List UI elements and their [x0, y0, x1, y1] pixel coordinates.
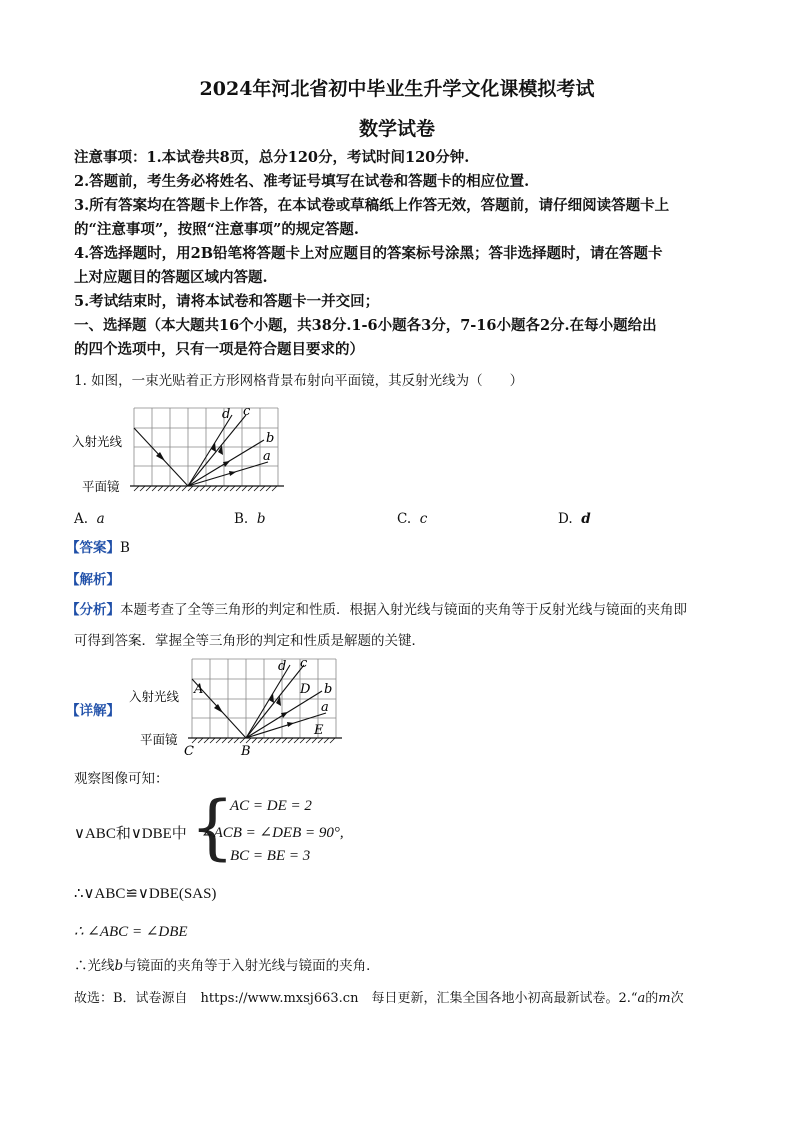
notice-block	[74, 146, 669, 362]
figure-2-point-c: C	[184, 744, 194, 759]
option-d[interactable]: D. d	[558, 511, 591, 527]
section-heading-2: 的四个选项中，只有一项是符合题目要求的）	[74, 341, 364, 358]
figure-1-incident-label: 入射光线	[72, 434, 123, 449]
figure-2-label-b: b	[324, 682, 333, 697]
figure-2-point-d: D	[300, 682, 311, 697]
figure-1-label-b: b	[266, 431, 275, 446]
analysis-tag: 【解析】	[66, 572, 120, 588]
figure-2-label-c: c	[300, 656, 308, 671]
figure-2-point-a: A	[194, 682, 204, 697]
figure-1-mirror-label: 平面镜	[82, 479, 120, 494]
figure-2-label-d: d	[278, 659, 287, 674]
conclusion-congruent: ∴∨ABC≌∨DBE(SAS)	[74, 886, 217, 902]
figure-1-mirror-hatch	[134, 486, 277, 491]
notice-line-4: 的“注意事项”，按照“注意事项”的规定答题.	[74, 221, 359, 238]
fenxi-line-2: 可得到答案．掌握全等三角形的判定和性质是解题的关键．	[74, 633, 425, 649]
figure-2-ray-d	[246, 665, 290, 738]
question-1-stem: 1. 如图，一束光贴着正方形网格背景布射向平面镜，其反射光线为（ ）	[74, 373, 524, 389]
figure-1-mirror-diagram	[70, 400, 300, 500]
equation-3: BC = BE = 3	[230, 848, 311, 864]
conclusion-ray-b: ∴光线b与镜面的夹角等于入射光线与镜面的夹角．	[74, 958, 380, 974]
figure-2-rays	[192, 665, 326, 738]
system-brace: {	[190, 786, 235, 868]
answer-line: 【答案】B	[66, 540, 130, 556]
notice-line-1: 注意事项：1.本试卷共8页，总分120分，考试时间120分钟.	[74, 149, 470, 166]
figure-2-ray-c	[246, 665, 304, 738]
figure-1-label-c: c	[243, 404, 251, 419]
figure-2-label-a: a	[321, 700, 329, 715]
figure-1-ray-c	[188, 415, 246, 486]
paper-title: 2024年河北省初中毕业生升学文化课模拟考试	[199, 78, 595, 100]
in-triangles-label: ∨ABC和∨DBE中	[74, 826, 187, 842]
detail-tag: 【详解】	[66, 703, 120, 719]
notice-line-2: 2.答题前，考生务必将姓名、准考证号填写在试卷和答题卡的相应位置.	[74, 173, 530, 190]
equation-1: AC = DE = 2	[230, 798, 312, 814]
option-b[interactable]: B. b	[234, 511, 266, 527]
observe-line: 观察图像可知：	[74, 771, 169, 787]
figure-1-grid	[134, 408, 278, 486]
notice-line-3: 3.所有答案均在答题卡上作答，在本试卷或草稿纸上作答无效，答题前，请仔细阅读答题卡上	[74, 197, 670, 214]
figure-2-point-b: B	[241, 744, 251, 759]
notice-line-6: 上对应题目的答题区域内答题.	[74, 269, 268, 286]
figure-2-mirror-diagram	[128, 655, 358, 761]
option-c[interactable]: C. c	[397, 511, 428, 527]
equation-2: ∠ACB = ∠DEB = 90°,	[201, 825, 344, 841]
paper-subtitle: 数学试卷	[358, 118, 435, 140]
notice-line-5: 4.答选择题时，用2B铅笔将答题卡上对应题目的答案标号涂黑；答非选择题时，请在答题卡	[74, 245, 663, 262]
figure-1-rays	[134, 415, 268, 486]
conclusion-angle: ∴ ∠ABC = ∠DBE	[74, 924, 188, 940]
option-a[interactable]: A. a	[74, 511, 105, 527]
notice-line-7: 5.考试结束时，请将本试卷和答题卡一并交回；	[74, 293, 380, 310]
section-heading-1: 一、选择题（本大题共16个小题，共38分.1-6小题各3分，7-16小题各2分.在每小题给出	[74, 317, 657, 334]
figure-1-label-a: a	[263, 449, 271, 464]
final-line: 故选：B．试卷源自 https://www.mxsj663.cn 每日更新，汇集全国各地小初高最新试卷。2.“a的m次	[74, 991, 684, 1006]
figure-1-label-d: d	[222, 407, 231, 422]
fenxi-line-1: 【分析】本题考查了全等三角形的判定和性质．根据入射光线与镜面的夹角等于反射光线与镜面的夹角即	[66, 602, 687, 618]
figure-2-mirror-hatch	[192, 738, 335, 743]
figure-2-point-e: E	[314, 723, 324, 738]
figure-2-incident-label: 入射光线	[129, 689, 180, 704]
figure-2-mirror-label: 平面镜	[140, 732, 178, 747]
